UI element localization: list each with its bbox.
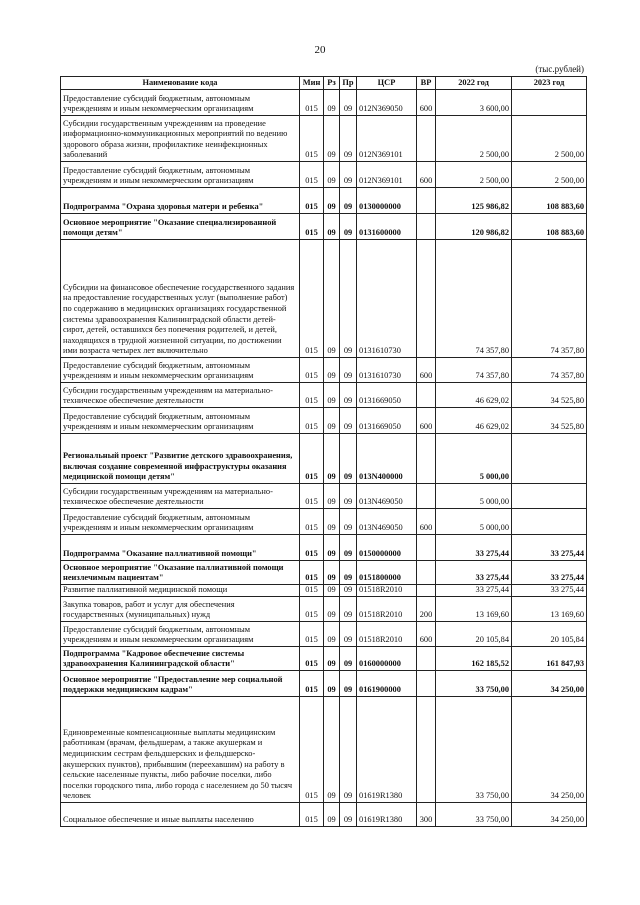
header-2023: 2023 год: [512, 77, 587, 90]
cell-min: 015: [300, 697, 324, 803]
cell-vr: [417, 434, 436, 484]
header-min: Мин: [300, 77, 324, 90]
cell-pr: 09: [340, 561, 357, 585]
cell-name: Основное мероприятие "Предоставление мер социальной поддержки медицинским кадрам": [61, 671, 300, 697]
cell-rz: 09: [324, 647, 340, 671]
cell-2023: 33 275,44: [512, 585, 587, 597]
cell-2023: 33 275,44: [512, 535, 587, 561]
cell-2023: 33 275,44: [512, 561, 587, 585]
cell-2022: 46 629,02: [436, 408, 512, 434]
cell-csr: 0161900000: [357, 671, 417, 697]
cell-vr: [417, 697, 436, 803]
header-csr: ЦСР: [357, 77, 417, 90]
cell-2023: [512, 434, 587, 484]
table-row: [61, 116, 587, 162]
cell-name: Социальное обеспечение и иные выплаты населению: [61, 803, 300, 827]
table-row: [61, 90, 587, 116]
cell-csr: 0131610730: [357, 358, 417, 383]
cell-csr: 01619R1380: [357, 697, 417, 803]
cell-rz: 09: [324, 597, 340, 622]
cell-vr: [417, 214, 436, 240]
cell-pr: 09: [340, 671, 357, 697]
cell-vr: [417, 188, 436, 214]
cell-csr: 0151800000: [357, 561, 417, 585]
table-row: [61, 162, 587, 188]
cell-name: Предоставление субсидий бюджетным, автономным учреждениям и иным некоммерческим организациям: [61, 90, 300, 116]
table-row: [61, 434, 587, 484]
cell-min: 015: [300, 622, 324, 647]
cell-rz: 09: [324, 561, 340, 585]
cell-name: Подпрограмма "Оказание паллиативной помощи": [61, 535, 300, 561]
header-2022: 2022 год: [436, 77, 512, 90]
cell-pr: 09: [340, 408, 357, 434]
cell-name: Единовременные компенсационные выплаты медицинским работникам (врачам, фельдшерам, а также акушеркам и медицинским сестрам фельдшерских и фельдшерско-акушерских пунктов), прибывшим (переехавшим) на работу в сельские населенные пункты, либо рабочие поселки, либо поселки городского типа, либо города с населением до 50 тысяч человек: [61, 697, 300, 803]
cell-min: 015: [300, 585, 324, 597]
cell-rz: 09: [324, 803, 340, 827]
cell-pr: 09: [340, 188, 357, 214]
cell-rz: 09: [324, 509, 340, 535]
table-row: [61, 408, 587, 434]
cell-csr: 0131610730: [357, 240, 417, 358]
cell-name: Развитие паллиативной медицинской помощи: [61, 585, 300, 597]
cell-min: 015: [300, 561, 324, 585]
table-row: [61, 358, 587, 383]
cell-vr: [417, 671, 436, 697]
table-row: [61, 509, 587, 535]
cell-2023: [512, 484, 587, 509]
cell-2022: 74 357,80: [436, 240, 512, 358]
cell-2022: 20 105,84: [436, 622, 512, 647]
cell-min: 015: [300, 803, 324, 827]
table-row: [61, 622, 587, 647]
cell-2022: 13 169,60: [436, 597, 512, 622]
cell-name: Предоставление субсидий бюджетным, автономным учреждениям и иным некоммерческим организациям: [61, 622, 300, 647]
cell-vr: [417, 535, 436, 561]
cell-name: Субсидии на финансовое обеспечение государственного задания на предоставление государственных услуг (выполнение работ) по содержанию в медицинских организациях государственной системы здравоохранения Калининградской области детей-сирот, детей, оставшихся без попечения родителей, и детей, находящихся в трудной жизненной ситуации, по достижении ими возраста четырех лет включительно: [61, 240, 300, 358]
cell-vr: 600: [417, 408, 436, 434]
cell-name: Субсидии государственным учреждениям на материально-техническое обеспечение деятельности: [61, 383, 300, 408]
table-row: [61, 535, 587, 561]
cell-pr: 09: [340, 535, 357, 561]
cell-min: 015: [300, 214, 324, 240]
cell-csr: 0160000000: [357, 647, 417, 671]
cell-2022: 74 357,80: [436, 358, 512, 383]
header-vr: ВР: [417, 77, 436, 90]
table-row: [61, 214, 587, 240]
cell-rz: 09: [324, 90, 340, 116]
cell-csr: 012N369101: [357, 116, 417, 162]
cell-rz: 09: [324, 116, 340, 162]
cell-csr: 01619R1380: [357, 803, 417, 827]
cell-pr: 09: [340, 162, 357, 188]
cell-2022: 33 275,44: [436, 561, 512, 585]
cell-min: 015: [300, 240, 324, 358]
cell-2022: 33 750,00: [436, 803, 512, 827]
cell-rz: 09: [324, 214, 340, 240]
cell-min: 015: [300, 383, 324, 408]
cell-rz: 09: [324, 671, 340, 697]
header-pr: Пр: [340, 77, 357, 90]
cell-name: Закупка товаров, работ и услуг для обеспечения государственных (муниципальных) нужд: [61, 597, 300, 622]
cell-min: 015: [300, 509, 324, 535]
cell-vr: 300: [417, 803, 436, 827]
cell-rz: 09: [324, 408, 340, 434]
cell-name: Предоставление субсидий бюджетным, автономным учреждениям и иным некоммерческим организациям: [61, 408, 300, 434]
cell-2022: 33 275,44: [436, 535, 512, 561]
cell-pr: 09: [340, 383, 357, 408]
table-row: [61, 597, 587, 622]
cell-2022: 5 000,00: [436, 434, 512, 484]
cell-pr: 09: [340, 803, 357, 827]
cell-name: Основное мероприятие "Оказание специализированной помощи детям": [61, 214, 300, 240]
cell-csr: 0130000000: [357, 188, 417, 214]
cell-vr: [417, 383, 436, 408]
header-name: Наименование кода: [61, 77, 300, 90]
cell-2023: 13 169,60: [512, 597, 587, 622]
cell-rz: 09: [324, 162, 340, 188]
cell-vr: 600: [417, 358, 436, 383]
cell-pr: 09: [340, 434, 357, 484]
cell-rz: 09: [324, 188, 340, 214]
cell-min: 015: [300, 116, 324, 162]
cell-2022: 5 000,00: [436, 484, 512, 509]
budget-table: [60, 76, 587, 827]
cell-name: Предоставление субсидий бюджетным, автономным учреждениям и иным некоммерческим организациям: [61, 509, 300, 535]
cell-2023: 108 883,60: [512, 188, 587, 214]
cell-pr: 09: [340, 597, 357, 622]
cell-name: Субсидии государственным учреждениям на материально-техническое обеспечение деятельности: [61, 484, 300, 509]
cell-name: Субсидии государственным учреждениям на проведение информационно-коммуникационных мероприятий по ведению здорового образа жизни, профилактике неинфекционных заболеваний: [61, 116, 300, 162]
cell-pr: 09: [340, 484, 357, 509]
cell-csr: 012N369050: [357, 90, 417, 116]
cell-pr: 09: [340, 622, 357, 647]
cell-csr: 0131600000: [357, 214, 417, 240]
cell-2022: 2 500,00: [436, 162, 512, 188]
cell-pr: 09: [340, 116, 357, 162]
cell-csr: 013N469050: [357, 484, 417, 509]
cell-pr: 09: [340, 585, 357, 597]
page-number: 20: [314, 44, 326, 56]
cell-2022: 33 750,00: [436, 671, 512, 697]
cell-name: Предоставление субсидий бюджетным, автономным учреждениям и иным некоммерческим организациям: [61, 162, 300, 188]
cell-vr: [417, 647, 436, 671]
cell-rz: 09: [324, 358, 340, 383]
units-label: (тыс.рублей): [535, 64, 584, 74]
table-row: [61, 803, 587, 827]
cell-min: 015: [300, 188, 324, 214]
cell-2022: 162 185,52: [436, 647, 512, 671]
cell-pr: 09: [340, 90, 357, 116]
cell-2023: 34 525,80: [512, 383, 587, 408]
cell-2023: 2 500,00: [512, 116, 587, 162]
cell-rz: 09: [324, 484, 340, 509]
cell-min: 015: [300, 671, 324, 697]
cell-2022: 5 000,00: [436, 509, 512, 535]
table-row: [61, 585, 587, 597]
cell-csr: 0131669050: [357, 383, 417, 408]
cell-name: Предоставление субсидий бюджетным, автономным учреждениям и иным некоммерческим организациям: [61, 358, 300, 383]
cell-2023: 34 525,80: [512, 408, 587, 434]
cell-2022: 33 275,44: [436, 585, 512, 597]
table-row: [61, 484, 587, 509]
cell-2023: 74 357,80: [512, 358, 587, 383]
table-row: [61, 188, 587, 214]
cell-pr: 09: [340, 358, 357, 383]
cell-min: 015: [300, 358, 324, 383]
cell-2022: 2 500,00: [436, 116, 512, 162]
cell-2022: 33 750,00: [436, 697, 512, 803]
cell-2023: 34 250,00: [512, 671, 587, 697]
cell-2022: 3 600,00: [436, 90, 512, 116]
cell-vr: 200: [417, 597, 436, 622]
cell-min: 015: [300, 90, 324, 116]
cell-min: 015: [300, 162, 324, 188]
cell-min: 015: [300, 535, 324, 561]
cell-vr: 600: [417, 162, 436, 188]
table-row: [61, 671, 587, 697]
header-rz: Рз: [324, 77, 340, 90]
cell-vr: 600: [417, 90, 436, 116]
cell-2023: 108 883,60: [512, 214, 587, 240]
cell-csr: 012N369101: [357, 162, 417, 188]
cell-pr: 09: [340, 697, 357, 803]
cell-pr: 09: [340, 509, 357, 535]
cell-min: 015: [300, 647, 324, 671]
cell-csr: 013N469050: [357, 509, 417, 535]
cell-2023: 20 105,84: [512, 622, 587, 647]
cell-rz: 09: [324, 535, 340, 561]
table-row: [61, 561, 587, 585]
cell-vr: 600: [417, 509, 436, 535]
cell-name: Подпрограмма "Охрана здоровья матери и ребенка": [61, 188, 300, 214]
table-row: [61, 697, 587, 803]
cell-name: Основное мероприятие "Оказание паллиативной помощи неизлечимым пациентам": [61, 561, 300, 585]
table-body: [61, 90, 587, 827]
cell-2022: 46 629,02: [436, 383, 512, 408]
cell-vr: [417, 561, 436, 585]
cell-2023: 34 250,00: [512, 803, 587, 827]
cell-name: Подпрограмма "Кадровое обеспечение системы здравоохранения Калининградской области": [61, 647, 300, 671]
cell-2023: 74 357,80: [512, 240, 587, 358]
cell-vr: [417, 585, 436, 597]
cell-2023: [512, 509, 587, 535]
cell-csr: 01518R2010: [357, 622, 417, 647]
cell-csr: 0131669050: [357, 408, 417, 434]
cell-rz: 09: [324, 585, 340, 597]
cell-2022: 125 986,82: [436, 188, 512, 214]
cell-pr: 09: [340, 214, 357, 240]
cell-2023: 2 500,00: [512, 162, 587, 188]
table-row: [61, 383, 587, 408]
table-row: [61, 240, 587, 358]
cell-min: 015: [300, 597, 324, 622]
cell-min: 015: [300, 484, 324, 509]
cell-vr: [417, 240, 436, 358]
cell-vr: [417, 116, 436, 162]
cell-min: 015: [300, 434, 324, 484]
cell-rz: 09: [324, 697, 340, 803]
cell-rz: 09: [324, 434, 340, 484]
cell-pr: 09: [340, 647, 357, 671]
cell-rz: 09: [324, 240, 340, 358]
table-header-row: [61, 77, 587, 90]
cell-csr: 013N400000: [357, 434, 417, 484]
table-row: [61, 647, 587, 671]
cell-rz: 09: [324, 383, 340, 408]
cell-pr: 09: [340, 240, 357, 358]
cell-2023: 161 847,93: [512, 647, 587, 671]
cell-csr: 01518R2010: [357, 585, 417, 597]
cell-vr: 600: [417, 622, 436, 647]
cell-csr: 01518R2010: [357, 597, 417, 622]
cell-min: 015: [300, 408, 324, 434]
cell-2023: [512, 90, 587, 116]
cell-vr: [417, 484, 436, 509]
cell-rz: 09: [324, 622, 340, 647]
cell-csr: 0150000000: [357, 535, 417, 561]
cell-2022: 120 986,82: [436, 214, 512, 240]
cell-name: Региональный проект "Развитие детского здравоохранения, включая создание современной инфраструктуры оказания медицинской помощи детям": [61, 434, 300, 484]
cell-2023: 34 250,00: [512, 697, 587, 803]
